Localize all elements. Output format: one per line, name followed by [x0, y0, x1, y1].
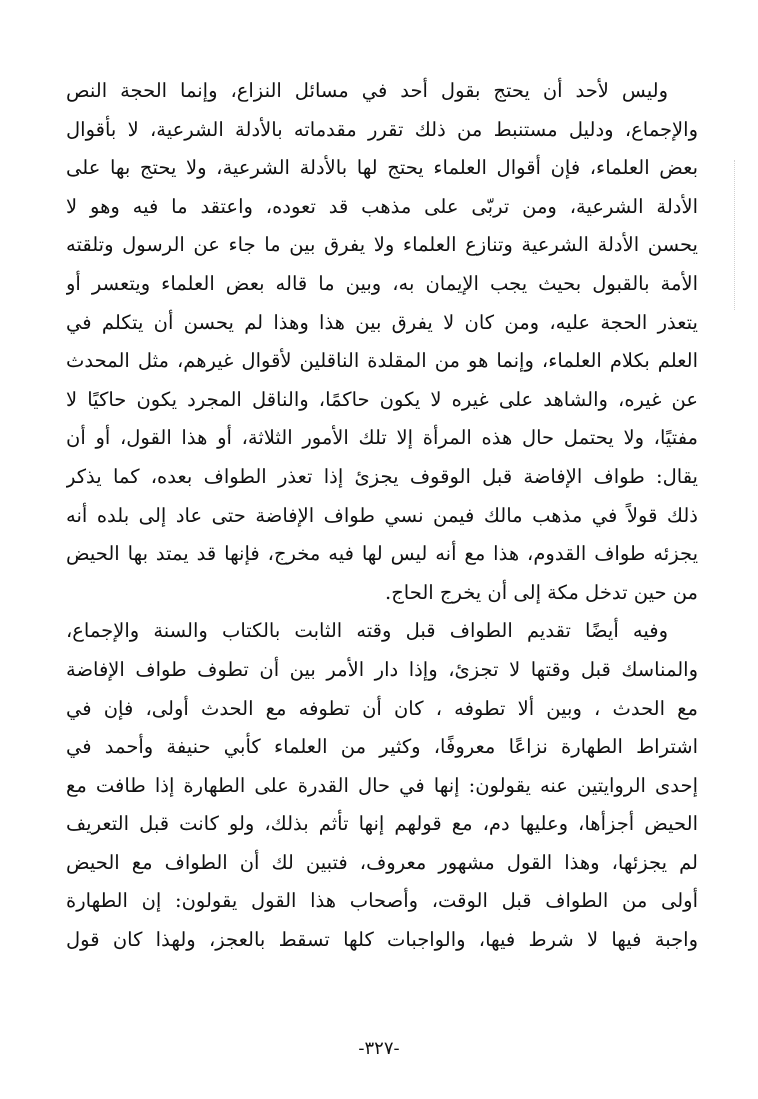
text-line: ذلك قولاً في مذهب مالك فيمن نسي طواف الإفاضة حتى عاد إلى بلده أنه [66, 503, 698, 527]
text-line: أولى من الطواف قبل الوقت، وأصحاب هذا القول يقولون: إن الطهارة [66, 889, 698, 913]
text-line: الحيض أجزأها، وعليها دم، مع قولهم إنها تأثم بذلك، ولو كانت قبل التعريف [66, 812, 698, 836]
paragraph-2 [66, 612, 698, 959]
text-line: من حين تدخل مكة إلى أن يخرج الحاج. [385, 580, 698, 604]
text-line: مفتيًا، ولا يحتمل حال هذه المرأة إلا تلك الأمور الثلاثة، أو هذا القول، أو أن [66, 426, 698, 450]
text-line: والإجماع، ودليل مستنبط من ذلك تقرر مقدماته بالأدلة الشرعية، لا بأقوال [66, 117, 698, 141]
page-number: -٣٢٧- [358, 1038, 400, 1059]
text-line: وليس لأحد أن يحتج بقول أحد في مسائل النزاع، وإنما الحجة النص [66, 79, 668, 102]
text-line: الأمة بالقبول بحيث يجب الإيمان به، وبين ما قاله بعض العلماء ويتعسر أو [66, 271, 698, 295]
text-line: يجزئه طواف القدوم، هذا مع أنه ليس لها فيه مخرج، فإنها قد يمتد بها الحيض [66, 542, 698, 566]
text-line: مع الحدث ، وبين ألا تطوفه ، كان أن تطوفه مع الحدث أولى، فإن في [66, 696, 698, 720]
margin-scan-mark [734, 160, 739, 310]
text-line: لم يجزئها، وهذا القول مشهور معروف، فتبين لك أن الطواف مع الحيض [66, 850, 698, 874]
text-line: يقال: طواف الإفاضة قبل الوقوف يجزئ إذا تعذر الطواف بعده، كما يذكر [66, 464, 698, 488]
text-line: العلم بكلام العلماء، وإنما هو من المقلدة الناقلين لأقوال غيرهم، مثل المحدث [66, 349, 698, 373]
text-line: واجبة فيها لا شرط فيها، والواجبات كلها تسقط بالعجز، ولهذا كان قول [66, 928, 698, 952]
text-line: يتعذر الحجة عليه، ومن كان لا يفرق بين هذا وهذا لم يحسن أن يتكلم في [66, 310, 698, 334]
text-line: وفيه أيضًا تقديم الطواف قبل وقته الثابت بالكتاب والسنة والإجماع، [66, 619, 668, 643]
text-line: بعض العلماء، فإن أقوال العلماء يحتج لها بالأدلة الشرعية، ولا يحتج بها على [66, 156, 698, 180]
text-line: عن غيره، والشاهد على غيره لا يكون حاكمًا، والناقل المجرد يكون حاكيًا لا [66, 387, 698, 411]
paragraph-1 [66, 72, 698, 612]
text-line: الأدلة الشرعية، ومن تربّى على مذهب قد تعوده، واعتقد ما فيه وهو لا [66, 194, 698, 218]
text-line: والمناسك قبل وقتها لا تجزئ، وإذا دار الأمر بين أن تطوف طواف الإفاضة [66, 657, 698, 681]
text-line: اشتراط الطهارة نزاعًا معروفًا، وكثير من العلماء كأبي حنيفة وأحمد في [66, 735, 698, 759]
page-body [66, 72, 698, 960]
text-line: يحسن الأدلة الشرعية وتنازع العلماء ولا يفرق بين ما جاء عن الرسول وتلقته [66, 233, 698, 257]
text-line: إحدى الروايتين عنه يقولون: إنها في حال القدرة على الطهارة إذا طافت مع [66, 773, 698, 797]
